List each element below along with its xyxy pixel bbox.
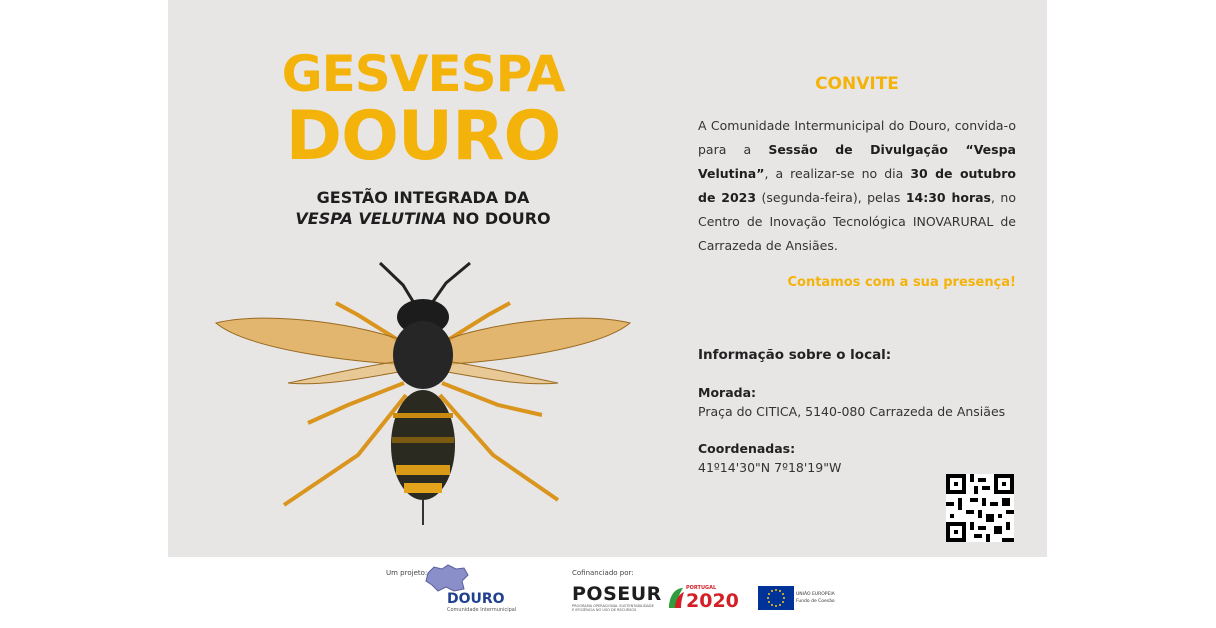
poster-subtitle [268,187,578,229]
subtitle-rest: NO DOURO [446,209,551,228]
invite-text-4: , no Centro de Inovação Tecnológica INOVARURAL de Carrazeda de Ansiães. [698,190,1016,253]
project-label: Um projeto: [386,569,428,577]
eu-line2: Fundo de Coesão [796,599,835,604]
subtitle-line1: GESTÃO INTEGRADA DA [316,188,530,207]
eu-flag-icon [758,586,794,610]
invite-text [698,114,1016,258]
address-label: Morada: [698,385,757,400]
subtitle-italic: VESPA VELUTINA [295,209,447,228]
invite-text-3: (segunda-feira), pelas [756,190,906,205]
invite-text-2: , a realizar-se no dia [764,166,911,181]
invitation-panel [168,0,1047,557]
qr-code-icon[interactable] [946,474,1014,542]
portugal-2020-mark-icon [667,586,685,610]
invite-title: CONVITE [815,74,899,94]
portugal-label: PORTUGAL [686,585,717,591]
subtitle-line2 [268,208,578,229]
douro-logo-text: DOURO [447,591,505,607]
location-heading: Informação sobre o local: [698,347,892,363]
wasp-icon [208,255,638,535]
poster-title-line2: DOURO [285,97,561,176]
invite-time: 14:30 horas [905,190,991,205]
eu-text [796,591,835,605]
invite-text-1: A Comunidade Intermunicipal do Douro, convida-o para a [698,118,1016,157]
cofinanced-label: Cofinanciado por: [572,569,634,577]
eu-line1: UNIÃO EUROPEIA [796,592,835,597]
portugal-2020-year: 2020 [686,590,739,612]
poseur-logo-text: POSEUR [572,583,662,605]
poster-title-line1: GESVESPA [281,45,565,103]
invite-session: Sessão de Divulgação “Vespa Velutina” [698,142,1016,181]
coords-value: 41º14'30"N 7º18'19"W [698,460,842,475]
douro-logo-sub: Comunidade Intermunicipal [447,607,517,613]
invite-date: 30 de outubro de 2023 [698,166,1017,205]
poseur-logo-sub: PROGRAMA OPERACIONAL SUSTENTABILIDADE E EFICIÊNCIA NO USO DE RECURSOS [572,604,654,612]
address-value: Praça do CITICA, 5140-080 Carrazeda de Ansiães [698,404,1006,419]
invite-closing: Contamos com a sua presença! [787,275,1016,290]
coords-label: Coordenadas: [698,441,796,456]
